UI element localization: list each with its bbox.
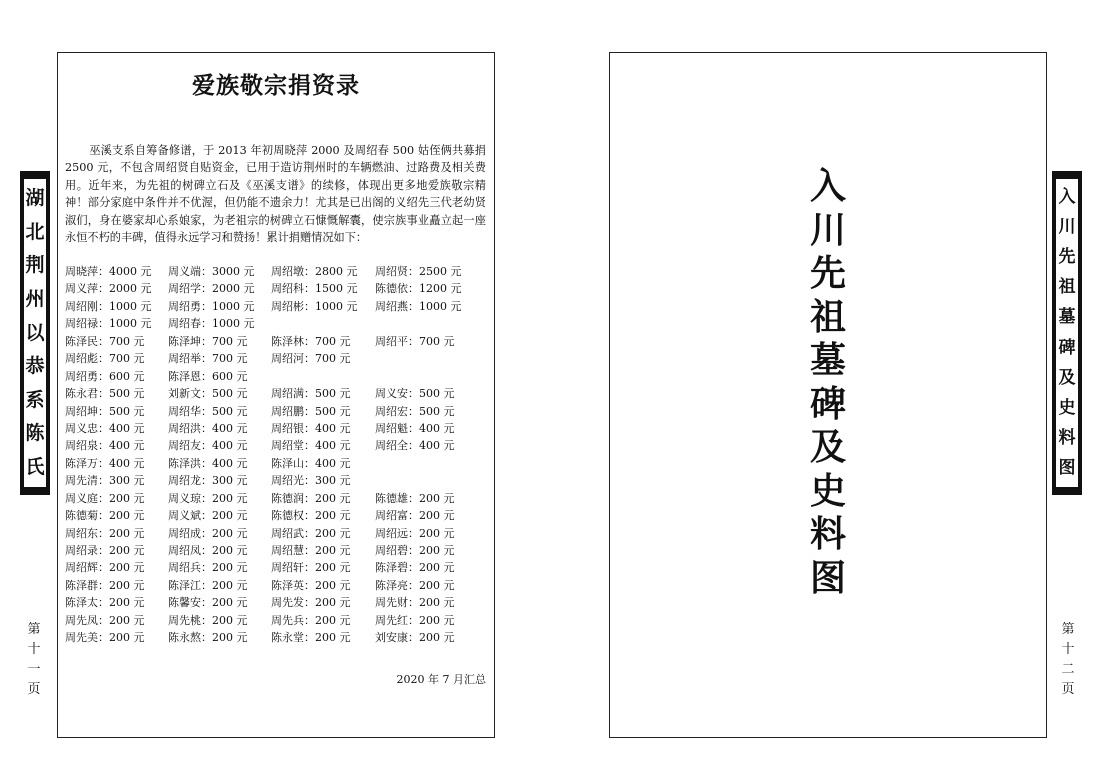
title-char: 先 <box>809 252 846 294</box>
donor-entry: 陈德菊：200 元 <box>65 509 145 523</box>
donor-entry: 周绍墩：2800 元 <box>271 265 358 278</box>
intro-text: 巫溪支系自筹备修谱，于 2013 年初周晓萍 2000 及周绍春 500 姑侄俩共募捐 2500 元，不包含周绍贤自贴资金，已用于造访荆州时的车辆燃油、过路费及相关费用。近年来，为先祖的树碑立石及《巫溪支谱》的续修，体现出更多地爱族敬宗精神！部分家庭中条件并不优渥，但仍能不遗余力！尤其是已出阁的义绍先三代老幼贤淑们，身在婆家却心系娘家，为老祖宗的树碑立石慷慨解囊，使宗族事业矗立起一座永恒不朽的丰碑，值得永远学习和赞扬！累计捐赠情况如下： <box>65 144 486 245</box>
donor-entry: 周绍远：200 元 <box>375 526 455 540</box>
donor-row <box>65 350 490 367</box>
title-char: 碑 <box>809 382 846 425</box>
side-tab-char: 氏 <box>25 456 45 478</box>
donor-entry: 周先清：300 元 <box>65 474 145 488</box>
donor-row <box>65 280 490 297</box>
title-char: 墓 <box>809 339 846 381</box>
donor-entry: 周义萍：2000 元 <box>65 282 152 296</box>
donor-row <box>65 315 490 332</box>
summary-date: 2020 年 7 月汇总 <box>396 673 486 686</box>
donor-entry: 周绍勇：1000 元 <box>168 299 255 313</box>
donor-entry: 陈泽万：400 元 <box>65 456 145 470</box>
donor-entry: 刘新文：500 元 <box>168 387 248 401</box>
side-tab-char: 北 <box>25 220 45 243</box>
donor-entry: 周绍鹏：500 元 <box>271 404 351 418</box>
donor-entry: 陈泽恩：600 元 <box>168 369 248 383</box>
intro-paragraph <box>65 142 486 246</box>
page-number-char: 第 <box>27 622 41 637</box>
donor-entry: 周绍学：2000 元 <box>168 282 255 296</box>
donor-entry: 周绍成：200 元 <box>168 526 248 540</box>
donor-entry: 周绍洪：400 元 <box>168 421 248 435</box>
left-page-number <box>24 620 44 700</box>
side-tab-char: 史 <box>1058 397 1076 418</box>
page-number-char: 页 <box>27 682 41 697</box>
donor-entry: 周绍平：700 元 <box>375 334 455 348</box>
donor-entry: 周绍河：700 元 <box>271 352 351 366</box>
donor-row <box>65 577 490 594</box>
title-char: 及 <box>809 426 846 468</box>
donor-entry: 周绍春：1000 元 <box>168 317 255 331</box>
donor-entry: 周绍泉：400 元 <box>65 439 145 453</box>
donor-entry: 周绍彪：700 元 <box>65 352 145 366</box>
right-side-tab <box>1052 171 1082 495</box>
side-tab-char: 图 <box>1058 457 1076 478</box>
donor-entry: 陈泽太：200 元 <box>65 596 145 610</box>
side-tab-char: 祖 <box>1058 277 1076 298</box>
donor-entry: 周绍贤：2500 元 <box>375 265 462 278</box>
donor-entry: 周先兵：200 元 <box>271 613 351 627</box>
left-page <box>57 52 495 738</box>
donor-entry: 周义安：500 元 <box>375 387 455 401</box>
title-char: 图 <box>809 556 846 599</box>
donor-entry: 周先发：200 元 <box>271 596 351 610</box>
donor-entry: 周绍慧：200 元 <box>271 544 351 557</box>
page-number-char: 十 <box>1061 642 1075 657</box>
donor-entry: 周绍刚：1000 元 <box>65 299 152 313</box>
donor-entry: 周义忠：400 元 <box>65 421 145 435</box>
right-page <box>609 52 1047 738</box>
donor-entry: 周绍兵：200 元 <box>168 561 248 575</box>
page-title: 爱族敬宗捐资录 <box>192 72 360 99</box>
donor-entry: 陈德润：200 元 <box>271 491 351 505</box>
donor-entry: 周绍宏：500 元 <box>375 404 455 418</box>
donor-entry: 周绍全：400 元 <box>375 439 455 453</box>
donor-entry: 周义端：3000 元 <box>168 265 255 278</box>
donor-entry: 周义斌：200 元 <box>168 509 248 523</box>
donor-entry: 周先凤：200 元 <box>65 613 145 627</box>
donor-entry: 周绍光：300 元 <box>271 474 351 488</box>
donor-entry: 周绍龙：300 元 <box>168 474 248 488</box>
donor-entry: 周绍武：200 元 <box>271 526 351 540</box>
donor-entry: 周先财：200 元 <box>375 596 455 610</box>
side-tab-char: 陈 <box>25 422 45 445</box>
side-tab-char: 以 <box>25 321 45 344</box>
donor-row <box>65 629 490 646</box>
donor-row <box>65 559 490 576</box>
donor-entry: 周晓萍：4000 元 <box>65 265 152 278</box>
right-side-tab-text <box>1055 178 1079 488</box>
side-tab-char: 系 <box>25 388 45 411</box>
title-char: 祖 <box>809 295 846 338</box>
right-page-number <box>1058 620 1078 700</box>
donor-row <box>65 298 490 315</box>
donor-entry: 周绍禄：1000 元 <box>65 317 152 331</box>
donor-entry: 陈泽英：200 元 <box>271 578 351 592</box>
donor-entry: 陈德依：1200 元 <box>375 282 462 296</box>
page-number-char: 十 <box>27 642 41 657</box>
donor-list <box>65 263 490 647</box>
donor-entry: 陈泽群：200 元 <box>65 578 145 592</box>
donor-entry: 周绍东：200 元 <box>65 526 145 540</box>
donor-row <box>65 333 490 350</box>
donor-entry: 周绍彬：1000 元 <box>271 299 358 313</box>
page-number-char: 一 <box>27 662 41 677</box>
donor-entry: 陈馨安：200 元 <box>168 596 248 610</box>
side-tab-char: 荆 <box>25 254 45 277</box>
donor-row <box>65 542 490 559</box>
donor-entry: 周绍富：200 元 <box>375 509 455 523</box>
vertical-title <box>610 165 1046 600</box>
donor-entry: 陈德雄：200 元 <box>375 491 455 505</box>
title-char: 入 <box>809 165 846 207</box>
title-char: 史 <box>809 469 846 512</box>
donor-row <box>65 420 490 437</box>
donor-entry: 周绍科：1500 元 <box>271 282 358 296</box>
donor-entry: 刘安康：200 元 <box>375 631 455 645</box>
donor-entry: 陈泽亮：200 元 <box>375 578 455 592</box>
donor-row <box>65 507 490 524</box>
donor-entry: 周绍魁：400 元 <box>375 421 455 435</box>
side-tab-char: 入 <box>1058 187 1076 207</box>
donor-entry: 陈德权：200 元 <box>271 509 351 523</box>
donor-row <box>65 455 490 472</box>
donor-entry: 陈泽民：700 元 <box>65 334 145 348</box>
donor-entry: 陈泽碧：200 元 <box>375 561 455 575</box>
donor-entry: 陈泽江：200 元 <box>168 578 248 592</box>
side-tab-char: 湖 <box>25 187 45 209</box>
donor-entry: 周绍坤：500 元 <box>65 404 145 418</box>
side-tab-char: 恭 <box>25 355 45 378</box>
donor-entry: 陈泽洪：400 元 <box>168 456 248 470</box>
donor-row <box>65 612 490 629</box>
left-side-tab <box>20 171 50 495</box>
donor-entry: 周绍友：400 元 <box>168 439 248 453</box>
donor-entry: 陈永堂：200 元 <box>271 631 351 645</box>
donor-entry: 周绍辉：200 元 <box>65 561 145 575</box>
donor-entry: 周绍勇：600 元 <box>65 369 145 383</box>
donor-row <box>65 437 490 454</box>
donor-entry: 周绍银：400 元 <box>271 421 351 435</box>
donor-entry: 陈泽林：700 元 <box>271 334 351 348</box>
donor-entry: 周义琼：200 元 <box>168 491 248 505</box>
donor-row <box>65 368 490 385</box>
page-number-char: 页 <box>1061 682 1075 697</box>
donor-entry: 周绍华：500 元 <box>168 404 248 418</box>
donor-entry: 周绍轩：200 元 <box>271 561 351 575</box>
donor-entry: 周绍碧：200 元 <box>375 544 455 557</box>
donor-row <box>65 385 490 402</box>
donor-entry: 周先红：200 元 <box>375 613 455 627</box>
donor-row <box>65 525 490 542</box>
donor-entry: 陈泽山：400 元 <box>271 456 351 470</box>
page-number-char: 第 <box>1061 622 1075 637</box>
side-tab-char: 墓 <box>1058 307 1076 328</box>
title-char: 川 <box>809 208 846 251</box>
donor-row <box>65 263 490 280</box>
donor-entry: 周绍满：500 元 <box>271 387 351 401</box>
side-tab-char: 州 <box>25 287 45 310</box>
donor-entry: 陈永君：500 元 <box>65 387 145 401</box>
donor-entry: 陈泽坤：700 元 <box>168 334 248 348</box>
donor-row <box>65 594 490 611</box>
donor-row <box>65 490 490 507</box>
donor-entry: 周绍燕：1000 元 <box>375 299 462 313</box>
title-char: 料 <box>809 513 846 555</box>
left-side-tab-text <box>23 178 47 488</box>
donor-row <box>65 472 490 489</box>
donor-entry: 周绍堂：400 元 <box>271 439 351 453</box>
side-tab-char: 碑 <box>1058 337 1076 358</box>
donor-row <box>65 403 490 420</box>
side-tab-char: 川 <box>1058 217 1076 238</box>
donor-entry: 周绍举：700 元 <box>168 352 248 366</box>
donor-entry: 周先桃：200 元 <box>168 613 248 627</box>
donor-entry: 陈永熬：200 元 <box>168 631 248 645</box>
side-tab-char: 先 <box>1058 247 1076 268</box>
donor-entry: 周先美：200 元 <box>65 631 145 645</box>
page-number-char: 二 <box>1061 662 1075 677</box>
side-tab-char: 料 <box>1058 427 1076 448</box>
donor-entry: 周绍录：200 元 <box>65 544 145 557</box>
donor-entry: 周义庭：200 元 <box>65 491 145 505</box>
side-tab-char: 及 <box>1058 367 1076 388</box>
donor-entry: 周绍凤：200 元 <box>168 544 248 557</box>
